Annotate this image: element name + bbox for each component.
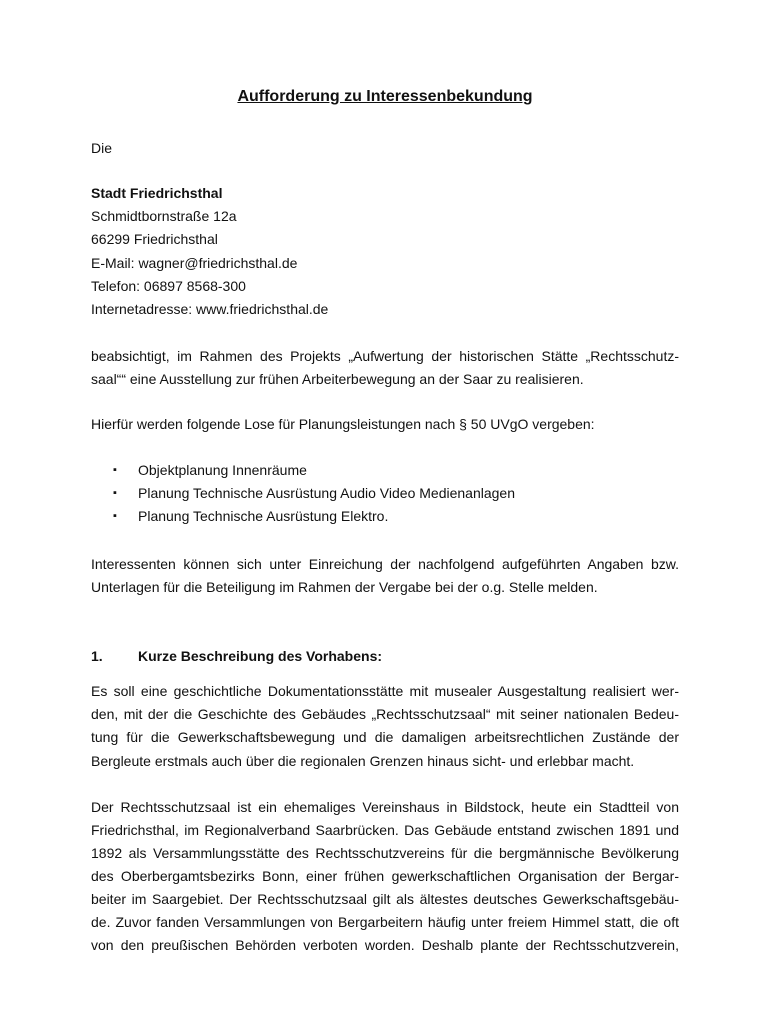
paragraph-line: de. Zuvor fanden Versammlungen von Bergarbeitern häufig unter freiem Himmel statt, die oft xyxy=(91,914,679,930)
paragraph-line: Bergleute erstmals auch über die regionalen Grenzen hinaus sicht- und erlebbar macht. xyxy=(91,753,635,769)
bullet-icon: ▪ xyxy=(113,510,117,522)
list-item: Objektplanung Innenräume xyxy=(138,462,307,478)
email-address: E-Mail: wagner@friedrichsthal.de xyxy=(91,255,298,271)
paragraph-line: von den preußischen Behörden verboten worden. Deshalb plante der Rechtsschutzverein, xyxy=(91,937,679,953)
web-address: Internetadresse: www.friedrichsthal.de xyxy=(91,301,329,317)
organization-name: Stadt Friedrichsthal xyxy=(91,185,223,201)
phone-number: Telefon: 06897 8568-300 xyxy=(91,278,246,294)
list-item: Planung Technische Ausrüstung Audio Video Medienanlagen xyxy=(138,485,515,501)
section-number: 1. xyxy=(91,648,103,664)
paragraph-line: den, mit der die Geschichte des Gebäudes „Rechtsschutzsaal“ mit seiner nationalen Bedeu- xyxy=(91,706,679,722)
section-title: Kurze Beschreibung des Vorhabens: xyxy=(138,648,383,664)
paragraph-line: Es soll eine geschichtliche Dokumentationsstätte mit musealer Ausgestaltung realisiert wer- xyxy=(91,683,679,699)
postal-city: 66299 Friedrichsthal xyxy=(91,231,218,247)
bullet-icon: ▪ xyxy=(113,487,117,499)
lots-intro: Hierfür werden folgende Lose für Planungsleistungen nach § 50 UVgO vergeben: xyxy=(91,416,595,432)
paragraph-line: Friedrichsthal, im Regionalverband Saarbrücken. Das Gebäude entstand zwischen 1891 und xyxy=(91,822,679,838)
paragraph-line: tung für die Gewerkschaftsbewegung und die damaligen arbeitsrechtlichen Zustände der xyxy=(91,729,679,745)
paragraph-line: 1892 als Versammlungsstätte des Rechtsschutzvereins für die bergmännische Bevölkerung xyxy=(91,845,679,861)
document-title: Aufforderung zu Interessenbekundung xyxy=(237,88,533,105)
street-address: Schmidtbornstraße 12a xyxy=(91,208,237,224)
paragraph-line: Der Rechtsschutzsaal ist ein ehemaliges Vereinshaus in Bildstock, heute ein Stadtteil von xyxy=(91,799,679,815)
intro-text: Die xyxy=(91,140,113,156)
paragraph-line: beiter im Saargebiet. Der Rechtsschutzsaal gilt als ältestes deutsches Gewerkschaftsgebäu- xyxy=(91,891,679,907)
list-item: Planung Technische Ausrüstung Elektro. xyxy=(138,508,389,524)
paragraph-line: saal““ eine Ausstellung zur frühen Arbeiterbewegung an der Saar zu realisieren. xyxy=(91,371,584,387)
paragraph-line: beabsichtigt, im Rahmen des Projekts „Aufwertung der historischen Stätte „Rechtsschutz- xyxy=(91,348,679,364)
paragraph-line: Unterlagen für die Beteiligung im Rahmen der Vergabe bei der o.g. Stelle melden. xyxy=(91,579,598,595)
paragraph-line: des Oberbergamtsbezirks Bonn, einer frühen gewerkschaftlichen Organisation der Bergar- xyxy=(91,868,679,884)
paragraph-line: Interessenten können sich unter Einreichung der nachfolgend aufgeführten Angaben bzw. xyxy=(91,556,679,572)
bullet-icon: ▪ xyxy=(113,464,117,476)
